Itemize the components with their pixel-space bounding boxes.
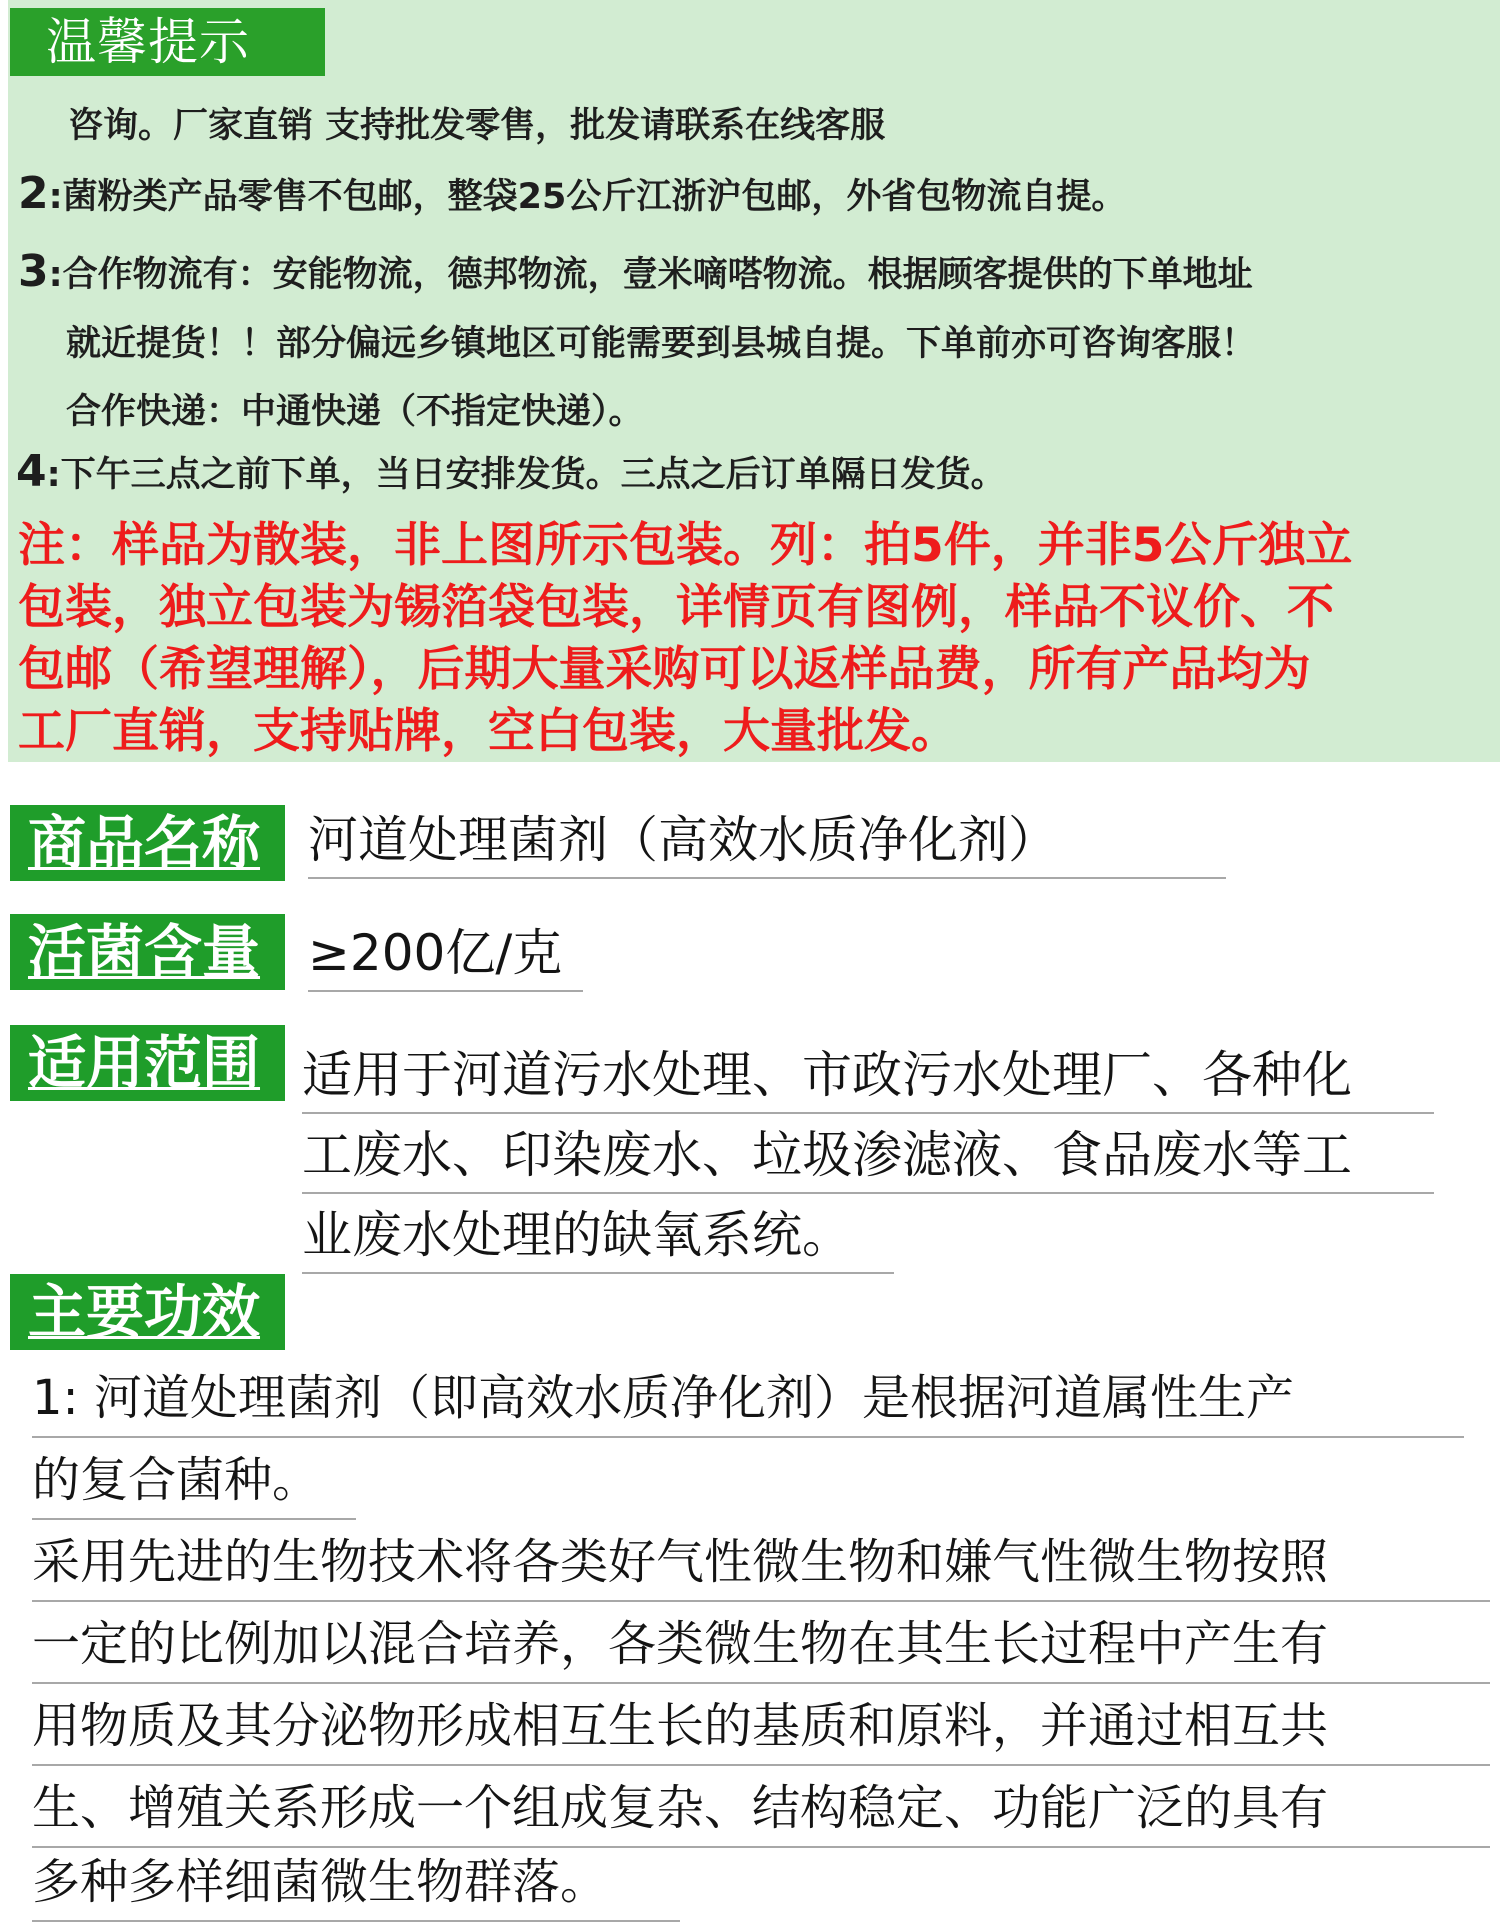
warning-line-2: 包装，独立包装为锡箔袋包装，详情页有图例，样品不议价、不 [18,580,1334,635]
warning-line-1: 注：样品为散装，非上图所示包装。列：拍5件，并非5公斤独立 [18,518,1353,573]
item-number: 2 [18,168,49,219]
effect-line-4: 一定的比例加以混合培养，各类微生物在其生长过程中产生有 [32,1608,1490,1684]
item-number: 3 [18,246,49,297]
notice-item-2 [18,168,1126,219]
effect-line-6: 生、增殖关系形成一个组成复杂、结构稳定、功能广泛的具有 [32,1772,1490,1848]
scope-line-1: 适用于河道污水处理、市政污水处理厂、各种化 [302,1040,1434,1114]
item-number: 4 [16,446,47,497]
effect-line-1: 1: 河道处理菌剂（即高效水质净化剂）是根据河道属性生产 [32,1362,1464,1438]
item-text: :下午三点之前下单，当日安排发货。三点之后订单隔日发货。 [46,455,1006,495]
product-name-value: 河道处理菌剂（高效水质净化剂） [308,805,1226,879]
bacteria-count-value: ≥200亿/克 [308,918,583,992]
effect-line-3: 采用先进的生物技术将各类好气性微生物和嫌气性微生物按照 [32,1526,1490,1602]
effect-line-5: 用物质及其分泌物形成相互生长的基质和原料，并通过相互共 [32,1690,1490,1766]
effect-line-7: 多种多样细菌微生物群落。 [32,1846,680,1922]
effect-line-2: 的复合菌种。 [32,1444,356,1520]
scope-line-3: 业废水处理的缺氧系统。 [302,1200,894,1274]
notice-panel [8,0,1500,762]
item-text: :菌粉类产品零售不包邮，整袋25公斤江浙沪包邮，外省包物流自提。 [48,177,1127,217]
notice-line-1: 咨询。厂家直销 支持批发零售，批发请联系在线客服 [68,106,886,146]
notice-title: 温馨提示 [10,8,325,76]
notice-item-3 [18,246,1253,297]
product-name-label: 商品名称 [10,805,285,881]
warning-line-4: 工厂直销，支持贴牌，空白包装，大量批发。 [18,704,958,759]
notice-item-3-cont-2: 合作快递：中通快递（不指定快递）。 [66,392,644,432]
item-text: :合作物流有：安能物流，德邦物流，壹米嘀嗒物流。根据顾客提供的下单地址 [48,255,1253,295]
warning-line-3: 包邮（希望理解），后期大量采购可以返样品费，所有产品均为 [18,642,1311,697]
bacteria-count-label: 活菌含量 [10,914,285,990]
notice-item-3-cont-1: 就近提货！！部分偏远乡镇地区可能需要到县城自提。下单前亦可咨询客服！ [66,324,1257,364]
scope-line-2: 工废水、印染废水、垃圾渗滤液、食品废水等工 [302,1120,1434,1194]
scope-label: 适用范围 [10,1025,285,1101]
notice-item-4 [16,446,1006,497]
effect-label: 主要功效 [10,1274,285,1350]
